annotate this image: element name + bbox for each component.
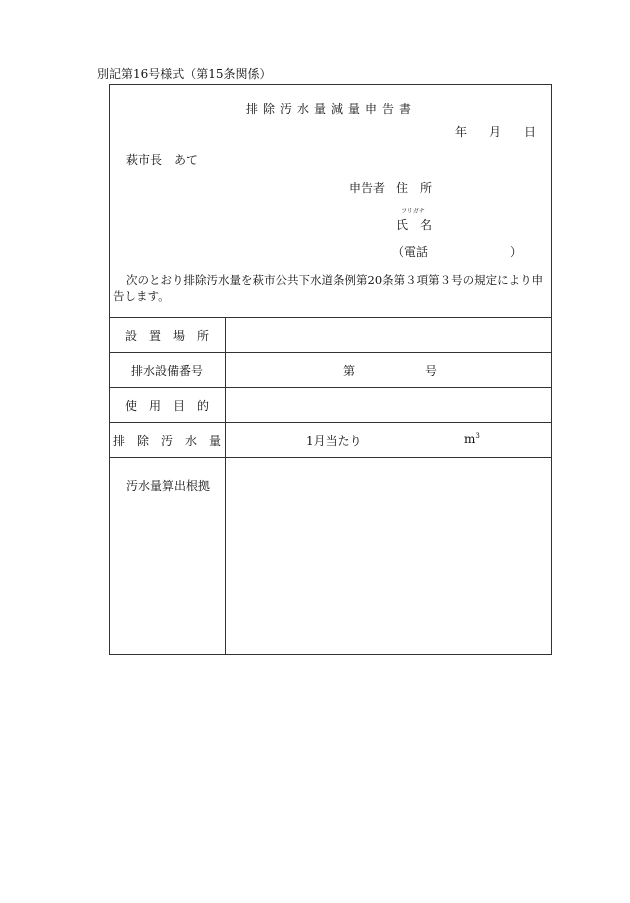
statement-line-2: 告します。 [113,289,170,303]
sewage-volume-cell[interactable] [226,423,551,457]
phone-open: （電話 [392,245,429,259]
location-value-cell[interactable] [226,318,551,352]
phone-close: ） [510,245,523,259]
address-label: 住 所 [396,181,433,195]
declarant-role: 申告者 [349,181,386,195]
unit-base: m [464,432,476,446]
form-title: 排除汚水量減量申告書 [246,102,417,116]
row-label-equipment-number: 排水設備番号 [130,364,203,378]
addressee: 萩市長 あて [126,153,199,167]
calculation-basis-cell[interactable] [226,458,551,654]
row-label-purpose: 使 用 目 的 [124,399,209,413]
sewage-volume-unit [464,432,480,446]
unit-exponent: 3 [475,432,480,440]
name-label: 氏 名 [396,218,433,232]
row-label-calculation-basis: 汚水量算出根拠 [126,479,211,493]
equipment-number-prefix: 第 [343,364,356,378]
form-number: 別記第16号様式（第15条関係） [97,67,272,81]
row-label-location: 設 置 場 所 [124,329,209,343]
date-month: 月 [489,125,502,139]
equipment-number-cell[interactable] [226,353,551,387]
equipment-number-suffix: 号 [425,364,438,378]
furigana-label: フリガナ [401,208,425,215]
row-label-sewage-volume: 排 除 汚 水 量 [112,434,221,448]
statement-line-1: 次のとおり排除汚水量を萩市公共下水道条例第20条第３項第３号の規定により申 [126,273,544,287]
date-year: 年 [455,125,468,139]
sewage-volume-prefix: 1月当たり [306,434,362,448]
purpose-value-cell[interactable] [226,388,551,422]
date-day: 日 [524,125,537,139]
